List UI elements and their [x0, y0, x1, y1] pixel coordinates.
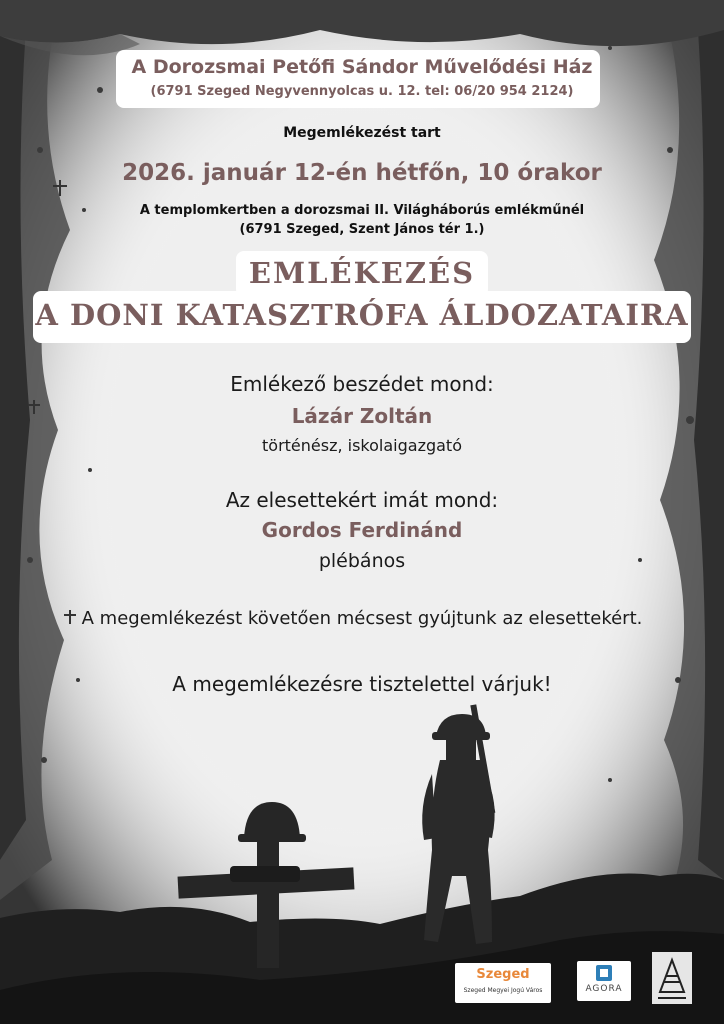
event-location-address: (6791 Szeged, Szent János tér 1.) [239, 222, 485, 237]
prayer-label: Az elesettekért imát mond: [225, 488, 499, 512]
agora-logo [577, 961, 631, 1001]
speech-speaker-role: történész, iskolaigazgató [262, 436, 462, 455]
organizer-name: A Dorozsmai Petőfi Sándor Művelődési Ház [131, 56, 593, 78]
szeged-logo [455, 963, 551, 1003]
title-line-2: A DONI KATASZTRÓFA ÁLDOZATAIRA [35, 298, 689, 332]
prayer-speaker-name: Gordos Ferdinánd [261, 518, 463, 542]
speech-label: Emlékező beszédet mond: [230, 372, 494, 396]
speech-speaker-name: Lázár Zoltán [291, 404, 433, 428]
welcome-note: A megemlékezésre tisztelettel várjuk! [172, 672, 552, 696]
szeged-logo-brand: Szeged [476, 967, 530, 982]
organizer-address: (6791 Szeged Negyvennyolcas u. 12. tel: 06/20 954 2124) [150, 84, 574, 99]
event-intro: Megemlékezést tart [283, 125, 441, 141]
petofi-house-icon [652, 952, 692, 1004]
title-line-1: EMLÉKEZÉS [248, 256, 476, 290]
agora-mark-icon [596, 965, 612, 981]
agora-logo-word: AGORA [585, 984, 623, 994]
candle-note: A megemlékezést követően mécsest gyújtunk az elesettekért. [81, 608, 643, 629]
event-datetime: 2026. január 12-én hétfőn, 10 órakor [122, 160, 602, 186]
event-location: A templomkertben a dorozsmai II. Világháborús emlékműnél [139, 203, 585, 218]
prayer-speaker-role: plébános [318, 550, 406, 572]
szeged-logo-subtitle: Szeged Megyei Jogú Város [463, 987, 543, 994]
